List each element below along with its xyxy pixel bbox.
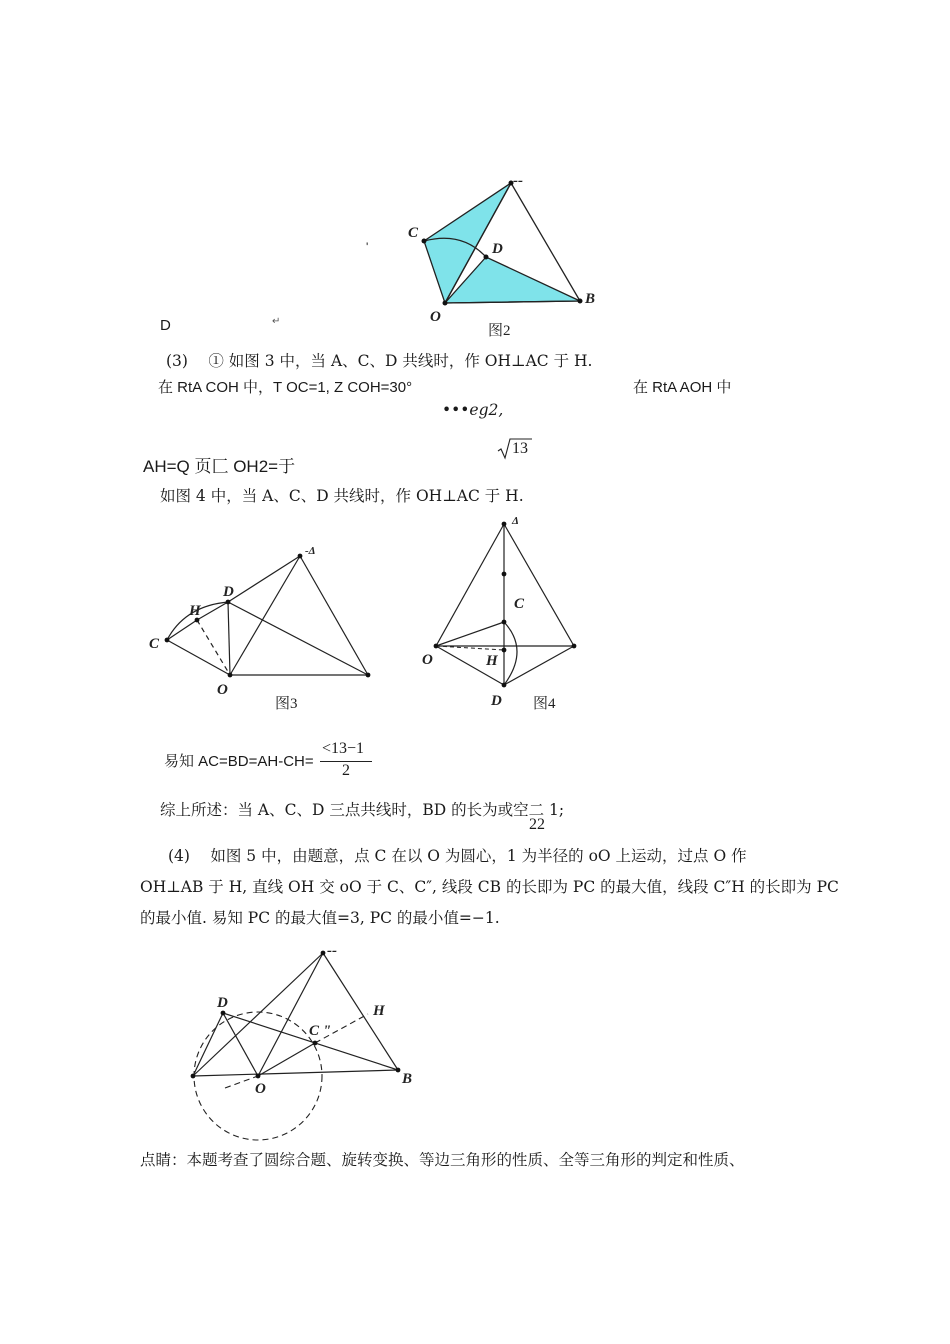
- part4-line3: 的最小值. 易知 PC 的最大值=3, PC 的最小值=−1.: [140, 909, 500, 927]
- easy-know-line: 易知 AC=BD=AH-CH=: [164, 753, 314, 770]
- fig5-label-d: D: [217, 995, 228, 1011]
- sqrt-13-value: 13: [512, 440, 528, 457]
- fig5-label-cpp: C ": [309, 1023, 332, 1039]
- figure-5: [185, 943, 425, 1097]
- figure-2-diagram: [400, 175, 610, 340]
- fig2-label-o: O: [430, 309, 441, 325]
- fig4-label-d: D: [491, 693, 502, 709]
- figure-5-diagram: [185, 943, 425, 1097]
- fig2-stray-tick: ': [366, 240, 369, 254]
- part3-line3: •••eg2,: [442, 401, 504, 419]
- figure-4-diagram: [418, 512, 593, 717]
- part3-line2-left: 在 RtA COH 中，T OC=1, Z COH=30°: [158, 379, 413, 396]
- fig5-label-top: --: [327, 943, 337, 959]
- fig4-caption: 图4: [533, 696, 556, 712]
- fraction: [318, 740, 374, 779]
- fig2-caption: 图2: [488, 323, 511, 339]
- fig3-label-h: H: [189, 603, 201, 619]
- fig2-label-c: C: [408, 225, 419, 241]
- fig3-label-d: D: [223, 584, 234, 600]
- fig4-label-c: C: [514, 596, 525, 612]
- figure-4: [418, 512, 593, 717]
- fig2-stray-mid: ↵: [272, 316, 281, 327]
- part3-line2-right: 在 RtA AOH 中: [633, 379, 732, 396]
- part3-line5: 如图 4 中，当 A、C、D 共线时，作 OH⊥AC 于 H.: [160, 487, 524, 505]
- fig3-label-a: -Δ: [305, 545, 316, 557]
- fig3-label-o: O: [217, 682, 228, 698]
- fig4-label-a: Δ: [512, 515, 519, 527]
- part3-line1: (3) ① 如图 3 中，当 A、C、D 共线时，作 OH⊥AC 于 H.: [166, 352, 593, 370]
- summary-sub-22: 22: [529, 816, 545, 833]
- comment-line: 点睛：本题考查了圆综合题、旋转变换、等边三角形的性质、全等三角形的判定和性质、: [140, 1151, 745, 1169]
- figure-3: [145, 540, 385, 715]
- fig2-label-d: D: [492, 241, 503, 257]
- fig3-label-c: C: [149, 636, 160, 652]
- fig4-label-o: O: [422, 652, 433, 668]
- fraction-numerator: <13−1: [322, 740, 365, 757]
- part3-line4: AH=Q 页匚 OH2=于: [143, 457, 296, 476]
- fraction-denominator: 2: [342, 762, 350, 779]
- fig2-stray-left: D: [160, 317, 171, 334]
- figure-3-diagram: [145, 540, 385, 715]
- part4-line2: OH⊥AB 于 H, 直线 OH 交 oO 于 C、C″, 线段 CB 的长即为 PC 的最大值，线段 C″H 的长即为 PC: [140, 878, 839, 896]
- fig4-label-h: H: [486, 653, 498, 669]
- figure-2: [400, 175, 610, 340]
- fig2-label-b: B: [585, 291, 596, 307]
- fig5-label-b: B: [402, 1071, 413, 1087]
- fig3-caption: 图3: [275, 696, 298, 712]
- fig5-label-o: O: [255, 1081, 266, 1097]
- part4-line1: (4) 如图 5 中，由题意，点 C 在以 O 为圆心，1 为半径的 oO 上运动，过点 O 作: [168, 847, 747, 865]
- summary-line: 综上所述：当 A、C、D 三点共线时，BD 的长为或空二 1;: [160, 801, 565, 819]
- fig2-label-top: --: [513, 173, 523, 189]
- fig5-label-h: H: [373, 1003, 385, 1019]
